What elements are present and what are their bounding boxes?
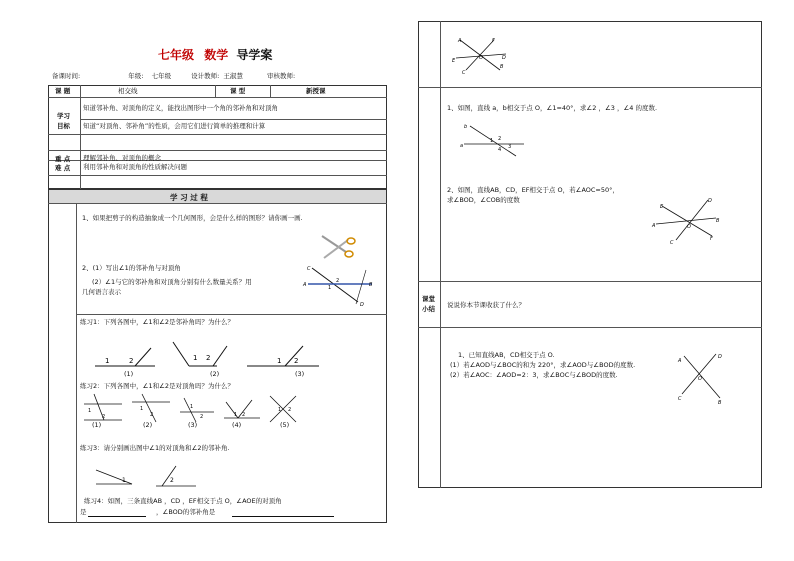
exercise-4-line-1: 练习4：如图，三条直线AB ，CD ，EF相交于点 O，∠AOE的对顶角 [84, 497, 282, 505]
exercise-3: 练习3：请分别画出图中∠1的对顶角和∠2的邻补角. [80, 444, 230, 452]
summary-text: 说说你本节课收获了什么？ [447, 301, 525, 309]
problem-1-figure [460, 120, 530, 160]
p1-angle-1: 1 [490, 138, 494, 144]
goals-label-1: 学习 [57, 112, 70, 120]
meta-reviewer-label: 审核教师: [267, 72, 296, 80]
ex1-fig3-angle-1: 1 [277, 357, 282, 365]
topic-value: 相交线 [118, 87, 138, 95]
ex2-fig5-angle-1: 1 [278, 407, 282, 413]
ex3-fig2-angle-2: 2 [170, 477, 174, 484]
hw-label-o: O [698, 376, 702, 382]
p2-label-b: B [716, 218, 720, 224]
exercise-2: 练习2：下列各图中，∠1和∠2是对顶角吗？为什么？ [80, 382, 235, 390]
meta-designer-label: 设计教师: [191, 72, 220, 80]
q2-label-b: B [369, 282, 373, 288]
ex4-label-b: B [500, 64, 504, 70]
ex2-fig5-angle-2: 2 [288, 407, 292, 413]
title-subject: 数学 [204, 48, 229, 62]
q2-angle-2: 2 [336, 278, 340, 284]
ex1-fig2-angle-2: 2 [206, 354, 211, 362]
problem-2-line-1: 2、如图，直线AB，CD，EF相交于点 O，若∠AOC=50°， [447, 186, 619, 194]
summary-label-1: 课堂 [422, 295, 435, 303]
p1-angle-4: 4 [498, 147, 502, 153]
exercise-4-blank-1[interactable] [88, 516, 146, 517]
ex1-fig3-angle-2: 2 [294, 357, 299, 365]
question-2-line-1: 2、(1）写出∠1的邻补角与对顶角 [82, 264, 181, 272]
type-label: 课 型 [230, 87, 246, 95]
ex1-fig2-angle-1: 1 [193, 354, 198, 362]
q2-label-d: D [360, 302, 364, 308]
p2-label-f: F [710, 236, 713, 242]
ex2-fig2-angle-2: 2 [150, 412, 154, 418]
difficult-value: 利用邻补角和对顶角的性质解决问题 [83, 163, 187, 171]
ex2-label-2: (2) [143, 421, 153, 429]
meta-grade-label: 年级: [128, 72, 144, 80]
p2-label-o: O [687, 224, 691, 230]
exercise-3-figures [96, 462, 246, 492]
ex1-fig1-angle-2: 2 [129, 357, 134, 365]
hw-label-d: D [718, 354, 722, 360]
q2-angle-1: 1 [328, 285, 332, 291]
goal-2: 知道“对顶角、邻补角”的性质，会用它们进行简单的推理和计算 [83, 122, 266, 130]
p2-label-d: D [708, 198, 712, 204]
question-2-line-3: 几何语言表示 [82, 288, 121, 296]
hw-label-b: B [718, 400, 722, 406]
homework-line-3: (2）若∠AOC：∠AOD=2：3，求∠BOC与∠BOD的度数. [450, 371, 618, 379]
homework-line-1: 1、已知直线AB，CD相交于点 O. [458, 351, 555, 359]
ex4-label-o: O [479, 55, 483, 61]
key-value: 理解邻补角、对顶角的概念 [83, 154, 161, 162]
ex1-label-1: (1) [124, 370, 134, 378]
ex2-label-1: (1) [92, 421, 102, 429]
exercise-2-figures [84, 394, 324, 424]
ex2-fig4-angle-1: 1 [234, 412, 238, 418]
ex2-label-3: (3) [188, 421, 198, 429]
p2-label-a: A [652, 223, 656, 229]
title-grade: 七年级 [158, 48, 195, 62]
ex4-label-a: A [458, 38, 462, 44]
ex2-label-4: (4) [232, 421, 242, 429]
meta-prep-time: 备课时间: [52, 72, 81, 80]
question-1: 1、如果把剪子的构造抽象成一个几何图形，会是什么样的图形？请你画一画. [82, 214, 303, 222]
page-title [158, 46, 272, 63]
problem-2-figure [652, 196, 722, 246]
ex2-fig1-angle-2: 2 [102, 414, 106, 420]
q2-label-c: C [307, 266, 311, 272]
meta-designer-value: 王淑慧 [223, 72, 243, 80]
meta-grade-value: 七年级 [151, 72, 172, 80]
q2-intersecting-lines-figure [303, 262, 376, 308]
homework-line-2: (1）若∠AOD与∠BOC的和为 220°，求∠AOD与∠BOD的度数. [450, 361, 636, 369]
p1-label-b: b [464, 124, 468, 130]
p1-angle-2: 2 [498, 136, 502, 142]
goals-label-2: 目标 [57, 122, 70, 130]
difficult-label: 难 点 [55, 164, 71, 172]
exercise-1: 练习1：下列各图中，∠1和∠2是邻补角吗？为什么？ [80, 318, 235, 326]
ex4-label-f: F [492, 38, 495, 44]
problem-2-line-2: 求∠BOD，∠COB的度数 [447, 196, 520, 204]
ex2-label-5: (5) [280, 421, 290, 429]
info-table [48, 85, 387, 189]
meta-line [52, 71, 295, 80]
scissors-icon [318, 232, 358, 262]
ex2-fig1-angle-1: 1 [88, 408, 92, 414]
p2-label-c: C [670, 240, 674, 246]
question-2-line-2: (2）∠1与它的邻补角和对顶角分别有什么数量关系？用 [92, 278, 252, 286]
key-label: 重 点 [55, 155, 71, 163]
ex1-label-2: (2) [210, 370, 220, 378]
title-rest: 导学案 [236, 48, 273, 62]
type-value: 新授课 [306, 87, 326, 95]
ex2-fig2-angle-1: 1 [140, 406, 144, 412]
summary-label-2: 小结 [422, 305, 435, 313]
ex1-fig1-angle-1: 1 [105, 357, 110, 365]
q2-label-a: A [303, 282, 307, 288]
process-heading: 学 习 过 程 [170, 193, 208, 202]
ex1-label-3: (3) [295, 370, 305, 378]
exercise-4-line-3: ，∠BOD的邻补角是 [156, 508, 216, 516]
right-table [418, 21, 762, 488]
ex2-fig3-angle-1: 1 [190, 404, 194, 410]
ex4-three-lines-figure [454, 36, 514, 76]
p2-label-e: E [660, 204, 664, 210]
topic-label: 课 题 [55, 87, 71, 95]
hw-label-a: A [678, 358, 682, 364]
ex4-label-e: E [452, 58, 456, 64]
ex2-fig4-angle-2: 2 [242, 412, 246, 418]
ex3-fig1-angle-1: 1 [122, 477, 126, 484]
exercise-4-blank-2[interactable] [232, 516, 334, 517]
ex2-fig3-angle-2: 2 [200, 414, 204, 420]
ex4-label-c: C [462, 70, 466, 76]
problem-1: 1、如图，直线 a，b相交于点 O，∠1=40°，求∠2 ，∠3 ，∠4 的度数. [447, 104, 658, 112]
p1-label-a: a [460, 143, 464, 149]
exercise-4-line-2: 是 [80, 508, 87, 516]
p1-angle-3: 3 [508, 144, 512, 150]
goal-1: 知道邻补角、对顶角的定义，能找出图形中一个角的邻补角和对顶角 [83, 104, 278, 112]
hw-label-c: C [678, 396, 682, 402]
ex4-label-d: D [502, 55, 506, 61]
homework-figure [672, 348, 732, 408]
